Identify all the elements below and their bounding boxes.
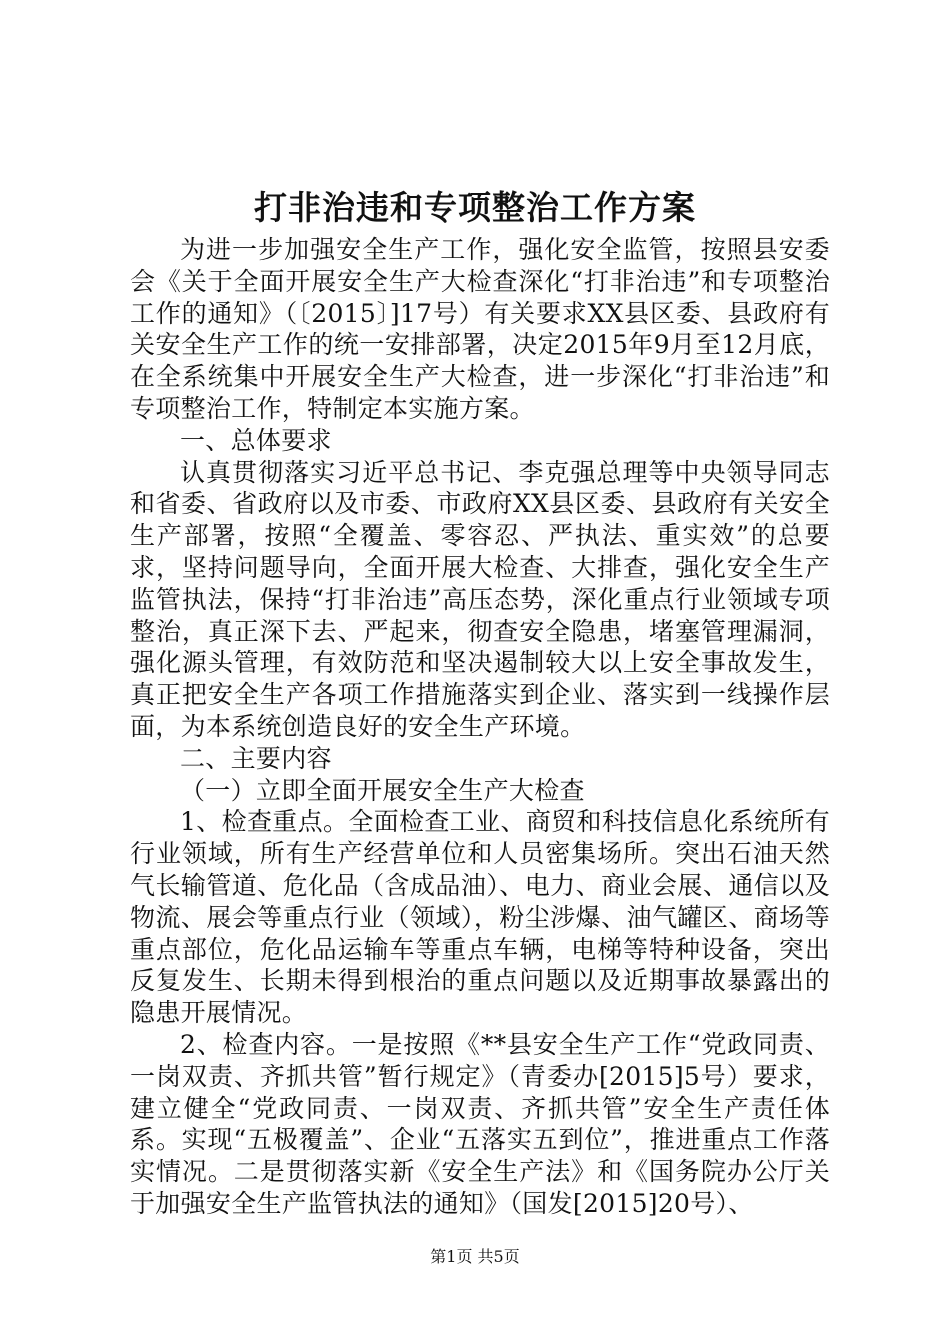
paragraph-general-requirements: 认真贯彻落实习近平总书记、李克强总理等中央领导同志和省委、省政府以及市委、市政府XX县区委、县政府有关安全生产部署，按照“全覆盖、零容忍、严执法、重实效”的总要求，坚持问题导向，全面开展大检查、大排查，强化安全生产监管执法，保持“打非治违”高压态势，深化重点行业领域专项整治，真正深下去、严起来，彻查安全隐患，堵塞管理漏洞，强化源头管理，有效防范和坚决遏制较大以上安全事故发生，真正把安全生产各项工作措施落实到企业、落实到一线操作层面，为本系统创造良好的安全生产环境。 <box>130 457 830 741</box>
page-number-footer: 第1页 共5页 <box>430 1247 520 1266</box>
document-body <box>130 234 830 1220</box>
heading-main-content: 二、主要内容 <box>180 743 332 773</box>
document-title: 打非治违和专项整治工作方案 <box>254 188 696 227</box>
heading-general-requirements: 一、总体要求 <box>180 425 332 455</box>
subheading-inspection: （一）立即全面开展安全生产大检查 <box>180 775 585 805</box>
paragraph-inspection-focus: 1、检查重点。全面检查工业、商贸和科技信息化系统所有行业领域，所有生产经营单位和人员密集场所。突出石油天然气长输管道、危化品（含成品油）、电力、商业会展、通信以及物流、展会等重点行业（领域），粉尘涉爆、油气罐区、商场等重点部位，危化品运输车等重点车辆，电梯等特种设备，突出反复发生、长期未得到根治的重点问题以及近期事故暴露出的隐患开展情况。 <box>130 807 830 1028</box>
paragraph-intro: 为进一步加强安全生产工作，强化安全监管，按照县安委会《关于全面开展安全生产大检查深化“打非治违”和专项整治工作的通知》（〔2015〕]17号）有关要求XX县区委、县政府有关安全生产工作的统一安排部署，决定2015年9月至12月底，在全系统集中开展安全生产大检查，进一步深化“打非治违”和专项整治工作，特制定本实施方案。 <box>130 235 830 423</box>
paragraph-inspection-content: 2、检查内容。一是按照《**县安全生产工作“党政同责、一岗双责、齐抓共管”暂行规定》（青委办[2015]5号）要求，建立健全“党政同责、一岗双责、齐抓共管”安全生产责任体系。实现“五极覆盖”、企业“五落实五到位”，推进重点工作落实情况。二是贯彻落实新《安全生产法》和《国务院办公厅关于加强安全生产监管执法的通知》（国发[2015]20号）、 <box>130 1029 830 1218</box>
